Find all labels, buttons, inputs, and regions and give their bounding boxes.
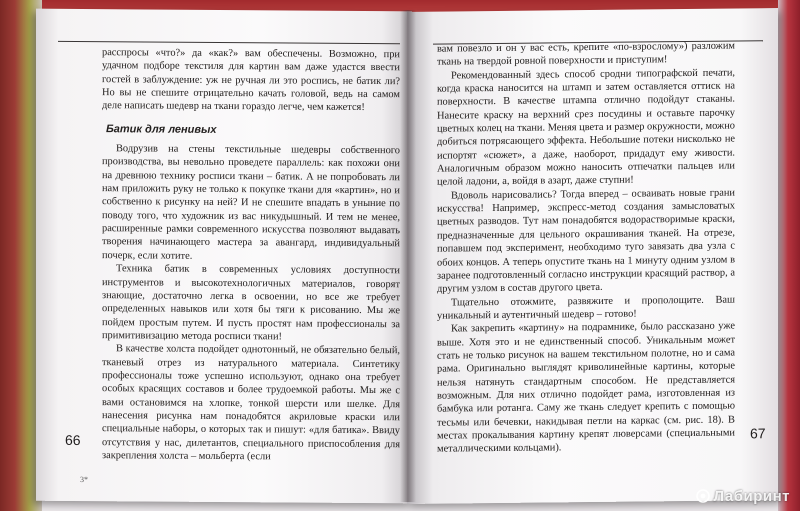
page-number: 66 [65,431,81,448]
right-page-text [437,40,735,457]
watermark-text: Лабиринт [713,488,790,505]
header-rule [58,41,400,44]
section-heading: Батик для ленивых [106,122,217,136]
book-cover-right-edge [778,0,800,511]
right-page [407,8,778,504]
page-number: 67 [750,425,766,442]
left-page [36,9,412,504]
paragraph: Как закрепить «картину» на подрамнике, было рассказано уже выше. Хотя это и не единственный способ. Уникальным может стать не только рисунок на вашем текстильном полотне, но и сама рама. Оригинально выглядят криволинейные картины, которые нельзя натянуть стандартным способом. Не представляется возможным. Для них отлично подойдет рама, изготовленная из бамбука или ротанга. Саму же ткань следует крепить с помощью тесьмы или бечевки, накидывая петли на каркас (см. рис. 18). В местах прокалывания картину крепят люверсами (специальными металлическими кольцами). [437,320,735,455]
paragraph: В качестве холста подойдет однотонный, не обязательно белый, тканевый отрез из натурального материала. Синтетику профессионалы тоже успешно используют, однако она требует особых красящих составов и более трудоемкой работы. Мы же с вами остановимся на хлопке, тонкой шерсти или шелке. Для нанесения рисунка нам понадобятся акриловые краски или специальные наборы, о которых так и пишут: «для батика». Ввиду отсутствия у нас, дилетантов, специального приспособления для закрепления холста – мольберта (если [102,343,400,463]
paragraph: вам повезло и он у вас есть, крепите «по-взрослому») разложим ткань на твердой ровной поверхности и приступим! [437,40,735,68]
paragraph: расспросы «что?» да «как?» вам обеспечены. Возможно, при удачном подборе текстиля для картин вам даже удастся ввести гостей в заблуждение: уж не ручная ли это роспись, не батик ли? Но вы не спешите отрицательно качать головой, ведь на самом деле написать шедевр на ткани гораздо легче, чем кажется! [102,47,400,114]
printer-signature: 3* [80,474,88,485]
paragraph: Техника батик в современных условиях доступности инструментов и высокотехнологичных материалов, говорят знающие, достаточно легка в освоении, но все же требует определенных навыков или хотя бы тяги к рисованию. Мы же пойдем простым путем. И пусть простят нам профессионалы за примитивизацию метода росписи ткани! [102,263,400,343]
paragraph: Вдоволь нарисовались? Тогда вперед – осваивать новые грани искусства! Например, экспресс-метод создания замысловатых цветных разводов. Тут нам понадобятся водорастворимые краски, предназначенные для цельного окрашивания тканей. На отрезе, попавшем под эксперимент, необходимо туго завязать два узла с обоих концов. А теперь опустите ткань на 1 минуту одним узлом в заранее подготовленный согласно инструкции красящий раствор, а другим узлом в состав другого цвета. [437,187,735,295]
labyrinth-logo-icon [696,489,710,503]
paragraph: Водрузив на стены текстильные шедевры собственного производства, вы невольно проведете параллель: как похожи они на древнюю технику росписи ткани – батик. А не попробовать ли нам приложить руку не только к покупке ткани для «картин», но и собственно к рисунку на ней? И не спешите впадать в уныние по поводу того, что художник из вас никудышный. И тем не менее, расширенные рамки современного искусства позволяют выдавать творения начинающего мастера за авангард, индивидуальный почерк, если хотите. [102,143,400,262]
paragraph: Рекомендованный здесь способ сродни типографской печати, когда краска наносится на штамп и затем оставляется оттиск на поверхности. В качестве штампа отлично подойдут стаканы. Нанесите краску на верхний срез посудины и оставьте парочку цветных колец на ткани. Меняя цвета и размер окружности, можно добиться потрясающего эффекта. Небольшие потеки нисколько не испортят «сюжет», а даже, наоборот, придадут ему живости. Аналогичным образом можно наносить отпечатки пальцев или целой ладони, а, войдя в азарт, даже ступни! [437,67,735,189]
left-page-text [102,46,400,464]
watermark [696,488,790,505]
paragraph: Тщательно отожмите, развяжите и прополощите. Ваш уникальный и аутентичный шедевр – готово! [437,294,735,322]
book-spine-shadow [400,10,416,502]
